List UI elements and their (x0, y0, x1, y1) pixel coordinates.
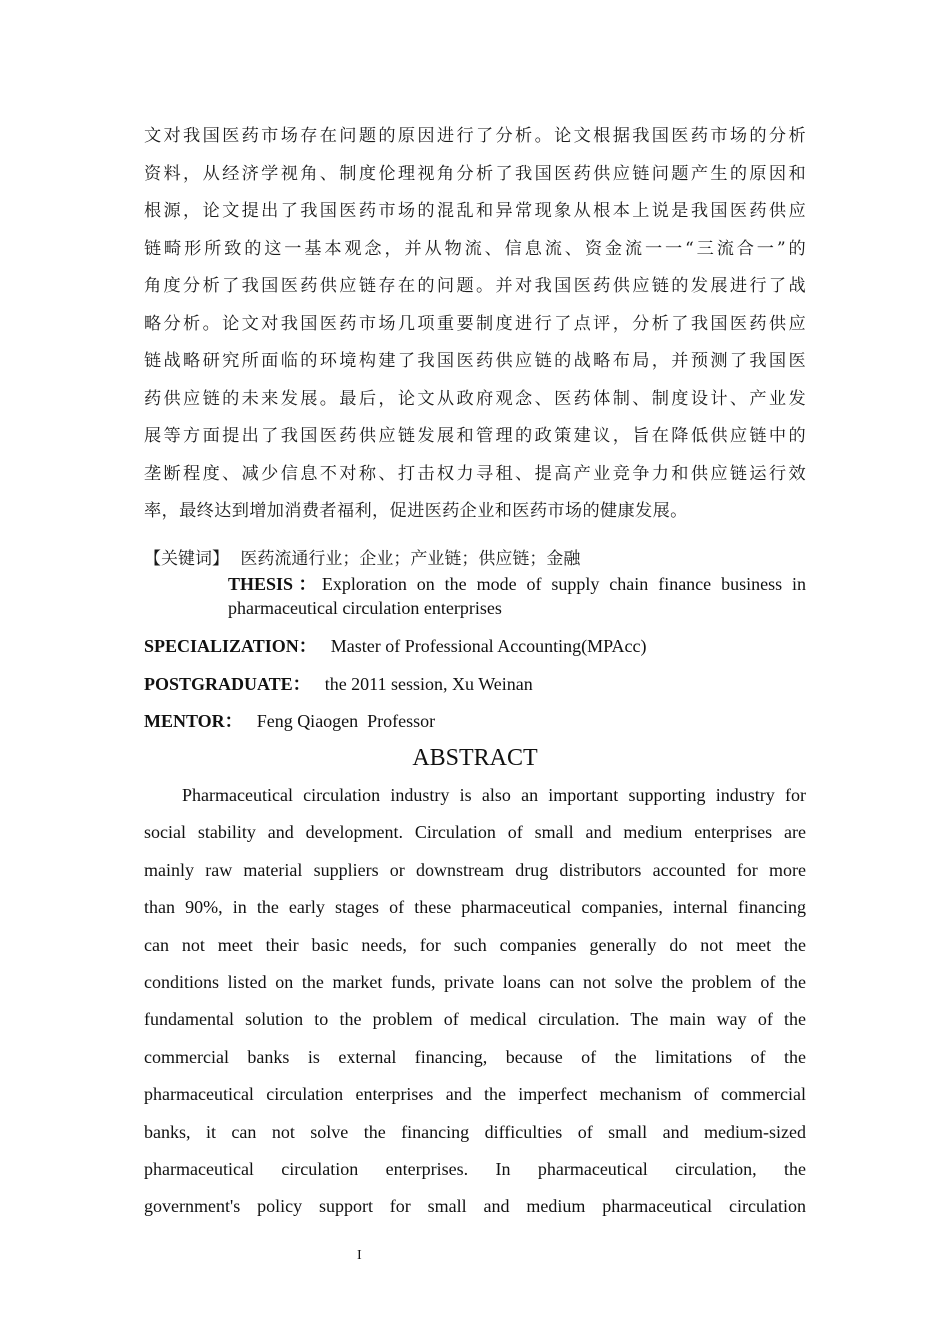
english-abstract-line: banks, it can not solve the financing difficulties of small and medium-sized (144, 1121, 806, 1142)
thesis-label: THESIS： (228, 574, 322, 594)
chinese-abstract-line: 资料，从经济学视角、制度伦理视角分析了我国医药供应链问题产生的原因和 (144, 163, 806, 184)
english-abstract-line: pharmaceutical circulation enterprises. In pharmaceutical circulation, the (144, 1159, 806, 1180)
mentor-label: MENTOR： (144, 711, 243, 731)
thesis-line-1 (228, 572, 806, 596)
english-abstract-line: conditions listed on the market funds, private loans can not solve the problem of the (144, 972, 806, 993)
page-number: I (357, 1248, 362, 1263)
chinese-abstract-line: 略分析。论文对我国医药市场几项重要制度进行了点评，分析了我国医药供应 (144, 313, 806, 334)
postgraduate-label: POSTGRADUATE： (144, 674, 311, 694)
chinese-abstract-line: 链畸形所致的这一基本观念，并从物流、信息流、资金流一一“三流合一”的 (144, 238, 806, 259)
english-abstract-line: commercial banks is external financing, because of the limitations of the (144, 1046, 806, 1067)
english-abstract-line: fundamental solution to the problem of medical circulation. The main way of the (144, 1009, 806, 1030)
english-abstract-line: social stability and development. Circulation of small and medium enterprises are (144, 822, 806, 843)
chinese-abstract-line: 链战略研究所面临的环境构建了我国医药供应链的战略布局，并预测了我国医 (144, 351, 806, 371)
chinese-abstract-line: 垄断程度、减少信息不对称、打击权力寻租、提高产业竞争力和供应链运行效 (144, 463, 806, 484)
chinese-abstract-line: 角度分析了我国医药供应链存在的问题。并对我国医药供应链的发展进行了战 (144, 276, 806, 296)
english-abstract-line: government's policy support for small and medium pharmaceutical circulation (144, 1196, 806, 1217)
english-abstract-line: can not meet their basic needs, for such companies generally do not meet the (144, 934, 806, 955)
keywords-value: 医药流通行业；企业；产业链；供应链；金融 (240, 549, 581, 569)
postgraduate-value: the 2011 session, Xu Weinan (324, 674, 533, 694)
mentor-line (144, 709, 435, 733)
postgraduate-line (144, 672, 533, 696)
chinese-abstract-line: 根源，论文提出了我国医药市场的混乱和异常现象从根本上说是我国医药供应 (144, 201, 806, 221)
thesis-block (228, 572, 806, 620)
specialization-line (144, 634, 647, 658)
english-abstract-line: mainly raw material suppliers or downstream drug distributors accounted for more (144, 859, 806, 880)
english-abstract-line: pharmaceutical circulation enterprises and the imperfect mechanism of commercial (144, 1084, 806, 1105)
keywords-line (144, 547, 806, 571)
specialization-value: Master of Professional Accounting(MPAcc) (330, 636, 647, 656)
abstract-heading: ABSTRACT (412, 745, 538, 771)
thesis-title-part-2: pharmaceutical circulation enterprises (228, 598, 502, 618)
chinese-abstract-line: 文对我国医药市场存在问题的原因进行了分析。论文根据我国医药市场的分析 (144, 126, 806, 146)
mentor-value: Feng Qiaogen Professor (256, 711, 436, 731)
specialization-label: SPECIALIZATION： (144, 636, 317, 656)
english-abstract-line: Pharmaceutical circulation industry is also an important supporting industry for (182, 785, 806, 805)
english-abstract-line: than 90%, in the early stages of these pharmaceutical companies, internal financing (144, 897, 806, 918)
chinese-abstract-line: 展等方面提出了我国医药供应链发展和管理的政策建议，旨在降低供应链中的 (144, 426, 806, 446)
chinese-abstract-line: 药供应链的未来发展。最后，论文从政府观念、医药体制、制度设计、产业发 (144, 388, 806, 409)
keywords-label: 【关键词】 (144, 549, 229, 569)
chinese-abstract-line: 率，最终达到增加消费者福利，促进医药企业和医药市场的健康发展。 (144, 501, 688, 521)
chinese-abstract-paragraph (144, 118, 806, 531)
thesis-title-part-1: Exploration on the mode of supply chain finance business in (321, 574, 806, 594)
english-abstract-paragraph (144, 777, 806, 1226)
